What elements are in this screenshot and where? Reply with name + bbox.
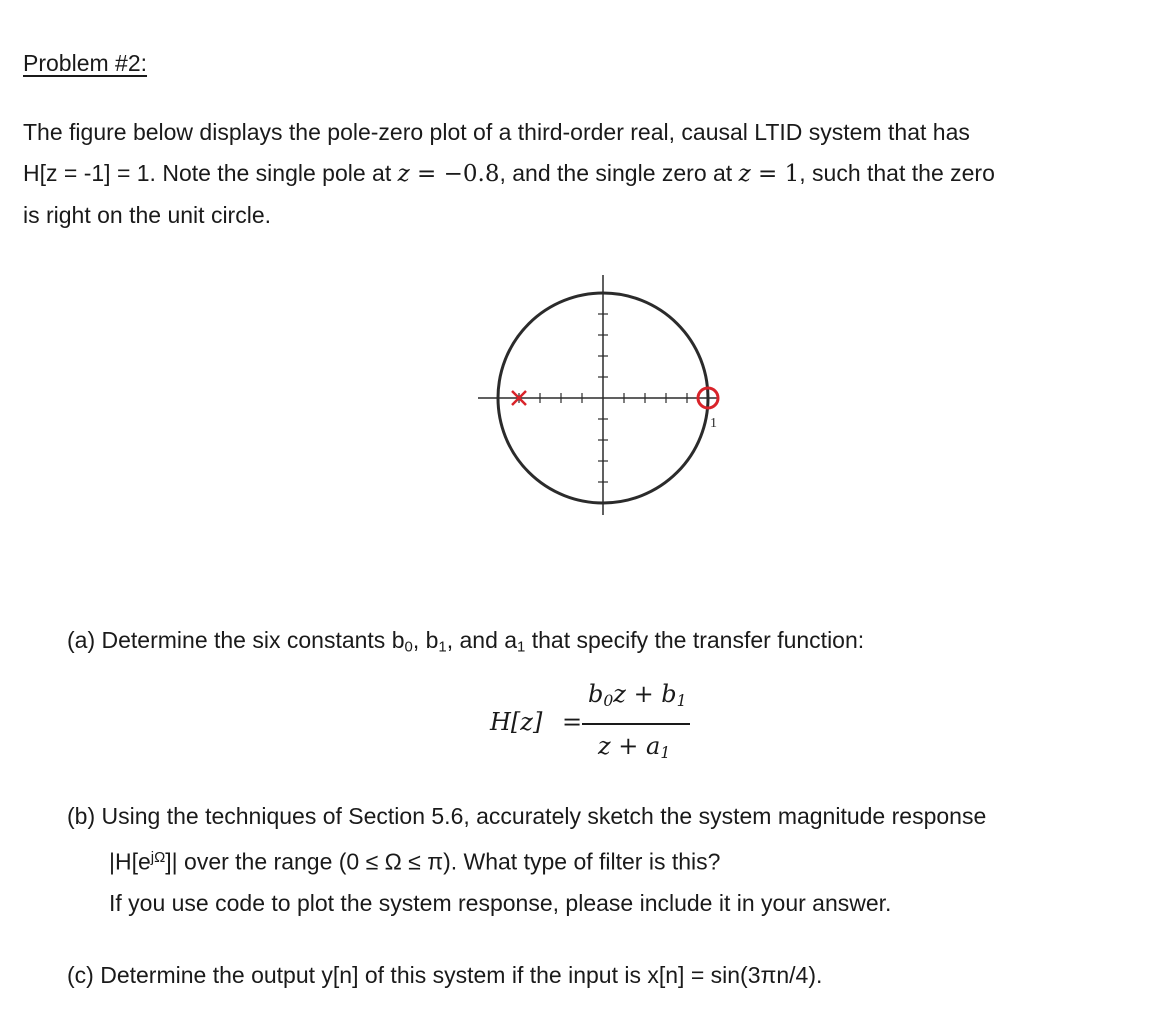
axis-label-one: 1 [710,416,717,431]
equation-equals: = [562,708,583,736]
intro-line-3: is right on the unit circle. [23,202,272,228]
equation-numerator: $b_0z + b_1$ [588,680,687,710]
part-b-line-3: If you use code to plot the system response, please include it in your answer. [109,890,892,917]
equation-denominator: $z + a_1$ [598,732,671,762]
part-c-text: Determine the output y[n] of this system if the input is x[n] = sin(3πn/4). [100,962,823,988]
part-a-text: Determine the six constants $b_0$, $b_1$, and $a_1$ that specify the transfer function: [101,627,865,656]
part-b [67,795,986,924]
fraction-bar [582,723,690,725]
equation-lhs: H[z] [490,708,543,736]
part-b-line-2: $|H[e^{j\Omega}]|$ over the range (0 ≤ Ω ≤ π). What type of filter is this? [109,848,721,875]
part-a-label: (a) [67,627,96,653]
part-a [67,627,864,656]
intro-line-1: The figure below displays the pole-zero plot of a third-order real, causal LTID system that has [23,119,970,145]
problem-heading: Problem #2: [23,50,148,76]
pole-zero-plot [470,265,735,530]
part-c-label: (c) [67,962,94,988]
part-c [67,962,822,989]
part-b-line-1: (b) Using the techniques of Section 5.6, accurately sketch the system magnitude response [67,803,987,829]
intro-line-2: H[z = -1] = 1. Note the single pole at z = −0.8, and the single zero at z = 1, such that the zero [23,160,995,187]
problem-intro [23,112,1158,236]
